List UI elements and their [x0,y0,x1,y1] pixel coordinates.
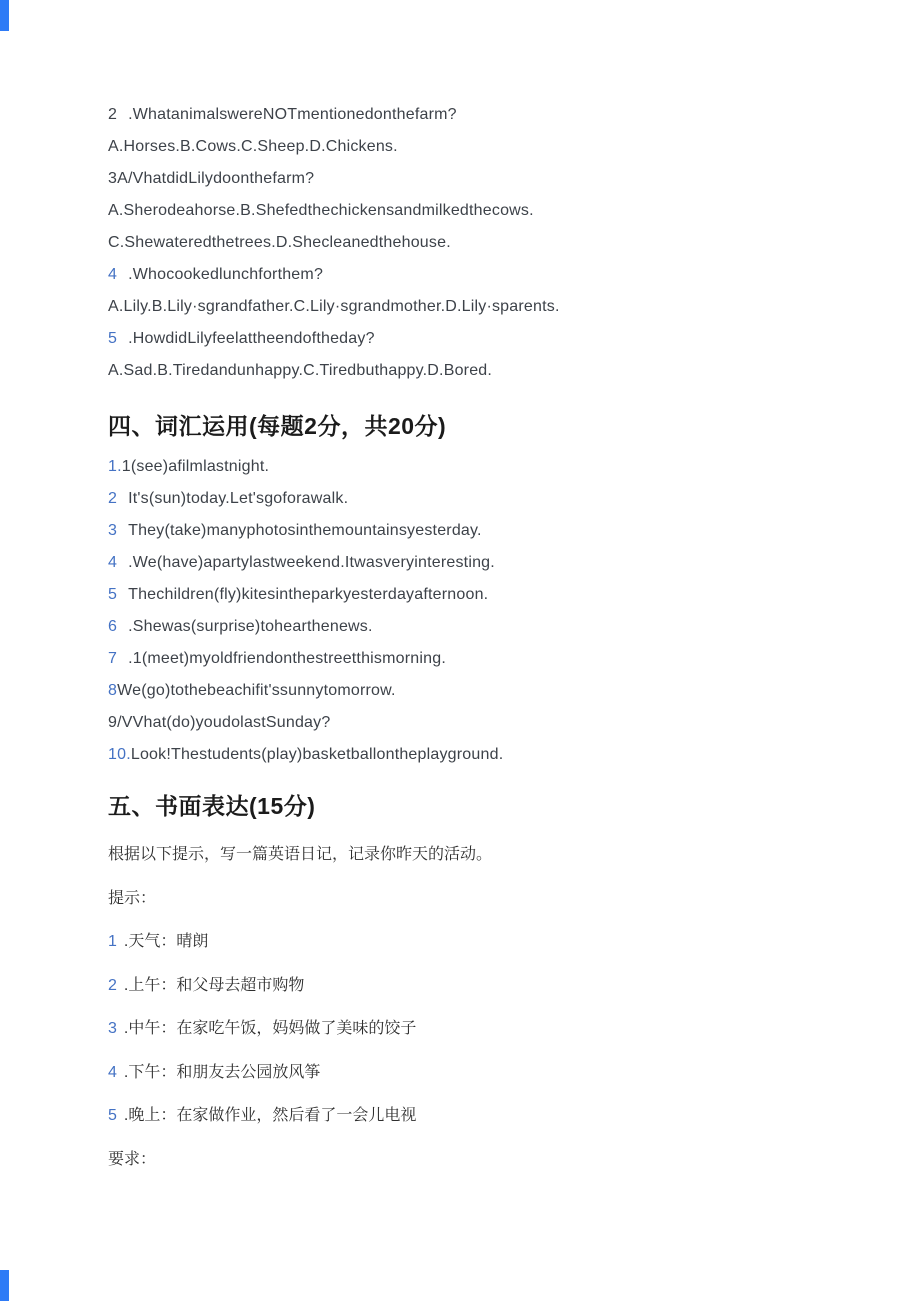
item-number: 2 [108,490,118,507]
vocab-item [108,585,868,605]
hint-item [108,931,868,953]
question-text: .HowdidLilyfeelattheendoftheday? [128,330,375,347]
hint-text: .下午：和朋友去公园放风筝 [123,1063,321,1081]
hint-text: .天气：晴朗 [123,933,209,950]
answer-options-line [108,297,868,317]
hints-label: 提示： [108,889,157,907]
page-corner-marker-top [0,0,9,31]
answer-options-text: C.Shewateredthetrees.D.Shecleanedthehouse. [108,234,451,251]
answer-options-line [108,137,868,157]
question-line [108,265,868,285]
item-number: 7 [108,650,118,667]
vocab-item [108,745,868,765]
vocab-item [108,457,868,477]
vocab-item [108,553,868,573]
item-text: Look!Thestudents(play)basketballontheplayground. [130,746,504,763]
item-text: 1(see)afilmlastnight. [121,458,270,475]
question-line [108,329,868,349]
hint-number: 1 [108,933,117,950]
hint-item [108,1062,868,1084]
answer-options-text: A.Horses.B.Cows.C.Sheep.D.Chickens. [108,138,398,155]
hint-number: 5 [108,1107,117,1124]
item-text: .1(meet)myoldfriendonthestreetthismorning. [128,650,446,667]
item-number: 8 [108,682,118,699]
answer-options-line [108,201,868,221]
vocab-item [108,649,868,669]
item-number: 4 [108,554,118,571]
answer-options-line [108,233,868,253]
hint-item [108,1105,868,1127]
hint-text: .上午：和父母去超市购物 [123,976,305,994]
question-text: .Whocookedlunchforthem? [128,266,324,283]
item-text: We(go)tothebeachifit'ssunnytomorrow. [117,682,396,699]
item-text: /VVhat(do)youdolastSunday? [117,714,331,731]
question-number: 5 [108,330,118,347]
question-text: 3A/VhatdidLilydoonthefarm? [108,170,315,187]
answer-options-text: A.Sad.B.Tiredandunhappy.C.Tiredbuthappy.D.Bored. [108,362,493,379]
question-text: .WhatanimalswereNOTmentionedonthefarm? [128,106,457,123]
vocab-item [108,681,868,701]
item-number: 6 [108,618,118,635]
requirements-label: 要求： [108,1150,157,1168]
hint-item [108,1018,868,1040]
answer-options-text: A.Sherodeahorse.B.Shefedthechickensandmilkedthecows. [108,202,534,219]
item-number: 1. [108,458,122,475]
page-content [108,105,868,1192]
hint-number: 2 [108,976,117,994]
hint-number: 4 [108,1063,117,1081]
item-number: 10. [108,746,131,763]
item-text: They(take)manyphotosinthemountainsyesterday. [128,522,482,539]
item-text: .We(have)apartylastweekend.Itwasveryinteresting. [128,554,495,571]
vocab-item [108,713,868,733]
answer-options-text: A.Lily.B.Lily·sgrandfather.C.Lily·sgrandmother.D.Lily·sparents. [108,298,560,315]
question-line [108,105,868,125]
vocab-section-title: 四、词汇运用(每题2分，共20分) [108,413,447,439]
hint-text: .晚上：在家做作业，然后看了一会儿电视 [123,1107,417,1124]
hint-item [108,975,868,997]
item-text: It's(sun)today.Let'sgoforawalk. [128,490,349,507]
item-number: 3 [108,522,118,539]
vocab-item [108,617,868,637]
item-number: 5 [108,586,118,603]
item-number: 9 [108,714,118,731]
writing-intro: 根据以下提示，写一篇英语日记，记录你昨天的活动。 [108,846,493,863]
question-number: 4 [108,266,118,283]
question-number: 2 [108,106,118,123]
answer-options-line [108,361,868,381]
vocab-item [108,489,868,509]
hint-number: 3 [108,1020,117,1037]
vocab-item [108,521,868,541]
item-text: .Shewas(surprise)tohearthenews. [128,618,373,635]
hint-text: .中午：在家吃午饭，妈妈做了美味的饺子 [123,1020,417,1037]
page-corner-marker-bottom [0,1270,9,1301]
writing-section-title: 五、书面表达(15分) [108,793,316,819]
item-text: Thechildren(fly)kitesintheparkyesterdayafternoon. [128,586,489,603]
question-line [108,169,868,189]
